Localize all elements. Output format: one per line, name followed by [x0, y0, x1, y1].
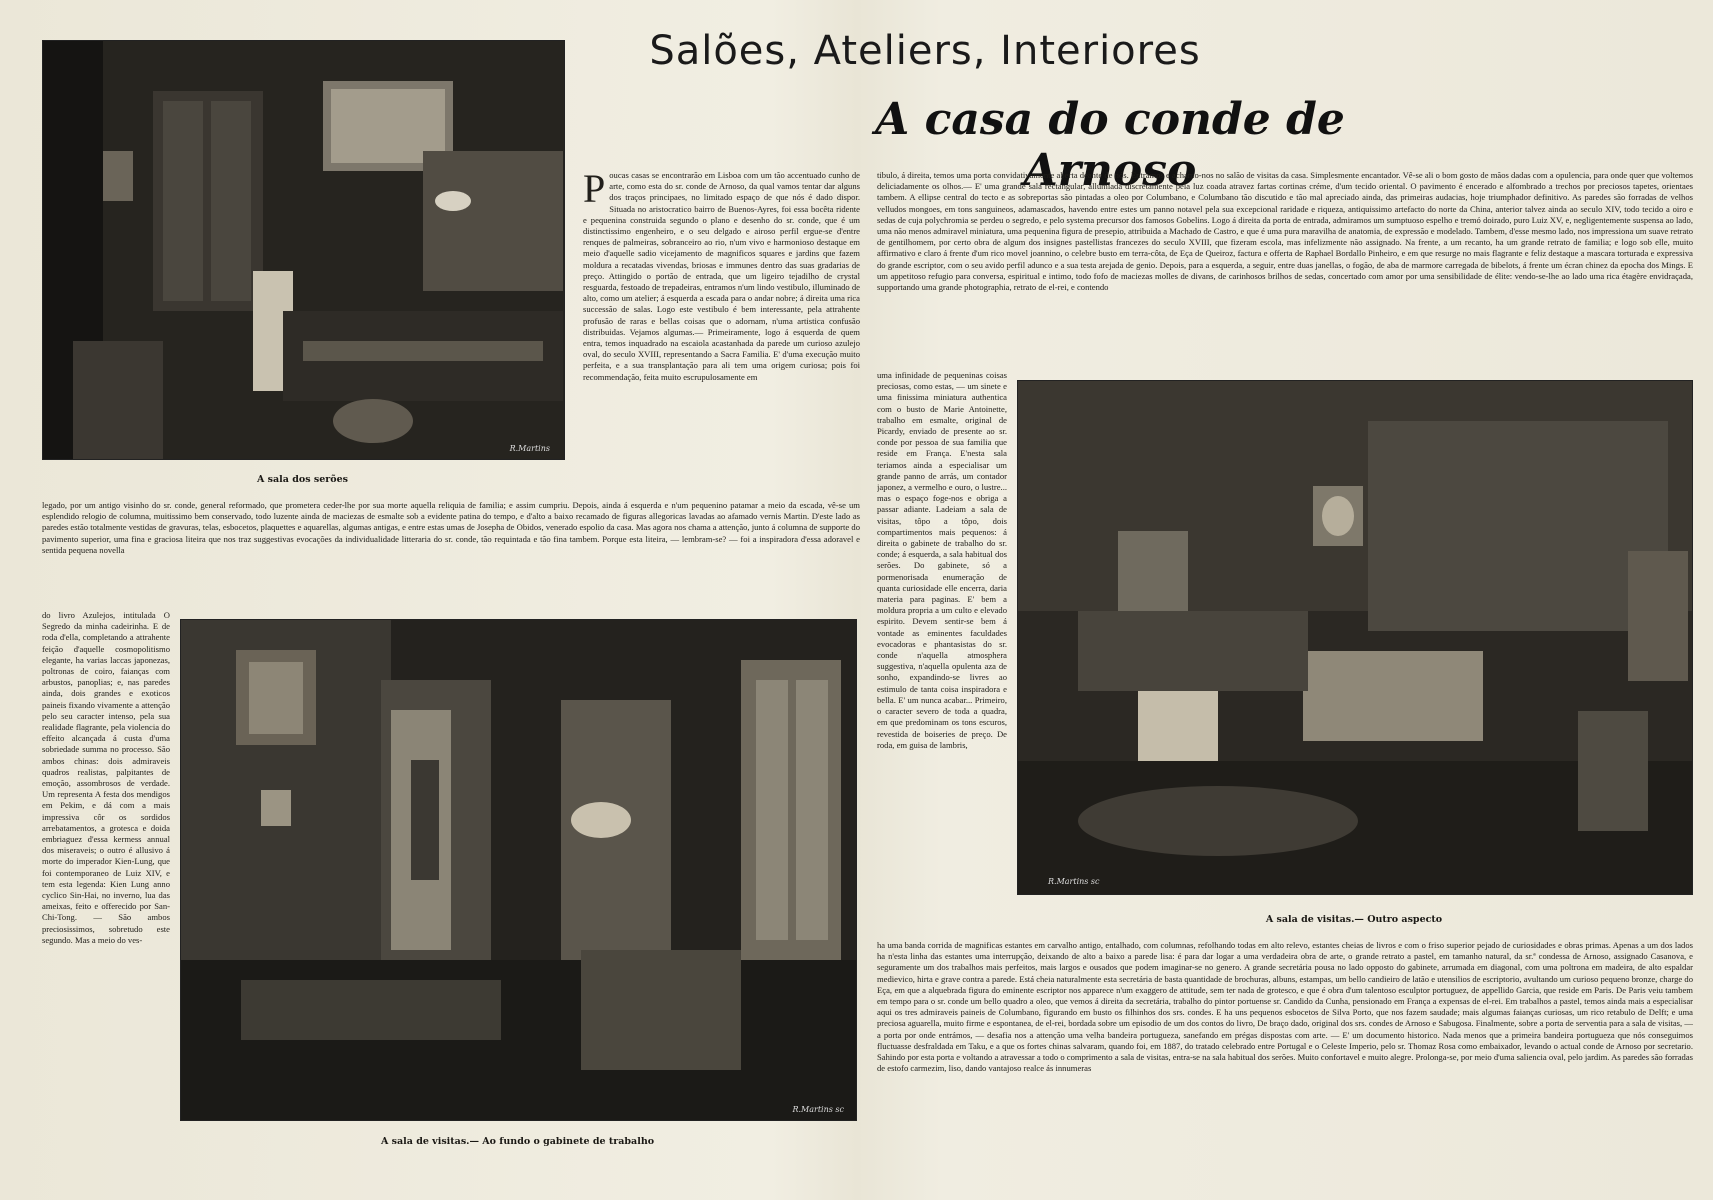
caption-sala-dos-seroes: A sala dos serões — [256, 474, 348, 485]
article-text: ha uma banda corrida de magnificas estantes em carvalho antigo, entalhado, com columnas, refolhando todas em alto relevo, estantes cheias de livros e com o friso superior pejado de curiosidades e obras primas. Apenas a um dos lados ha n'esta linha das estantes uma interrupção, deixando de alto a baixo a parede lisa: é para dar logar a uma verdadeira obra de arte, o grande retrato a pastel, em tamanho natural, da sr.ª condessa de Arnoso, assignado Casanova, e seguramente um dos trabalhos mais perfeitos, mais largos e ousados que podem imaginar-se no genero. A grande secretária pousa no lado opposto do gabinete, arrumada em diagonal, com uma poltrona em madeira, de alto espaldar medievico, hirta e grave contra a parede. Está cheia naturalmente esta secretária de basta quantidade de brochuras, albuns, estampas, um bello candieiro de latão e utensilios de escriptorio, avultando um curioso pequeno bronze, charge do Eça, em que a alquebrada figura do eminente escriptor nos apparece n'um exaggero de attitude, sem ter nada de grotesco, e que é obra d'um talentoso esculptor portuguez, de appellido Garcia, que reside em Paris. De Paris veiu tambem em tempo para o sr. conde um bello quadro a oleo, que vemos á direita da secretária, trabalho do pintor portuense sr. Candido da Cunha, pensionado em França a expensas de el-rei. Em trabalhos a pastel, temos ainda mais a especialisar aqui os tres admiraveis paineis de Columbano, figurando em busto os filhinhos dos srs. condes. E ha uns pequenos esbocetos de Silva Porto, que nos fazem saudade; mais algumas faianças curiosas, um rico retabulo de Delft; e uma preciosa aguarella, muito firme e espontanea, de el-rei, bordada sobre um episodio de um dos contos do livro, De braço dado, original dos srs. condes de Arnoso e Sabugosa. Finalmente, sobre a porta de serventia para a sala de visitas, — a porta por onde entrámos, — desafia nos a attenção uma velha bandeira portugueza, sanefando em prégas dispostas com arte. — E' um documento historico. Nada menos que a primeira bandeira portugueza que nós conseguimos fluctuasse desfraldada em Taku, e a que os fortes chinas salvaram, quando foi, em 1887, do tratado celebrado entre Portugal e o Celeste Imperio, pelo sr. Thomaz Rosa como embaixador, levando o actual conde de Arnoso por secretario. Sahindo por esta porta e voltando a atravessar a todo o comprimento a sala de visitas, entra-se na sala habitual dos serões. Muito confortavel e muito alegre. Prolonga-se, por meio d'uma saliencia oval, pelo jardim. As paredes são forradas de estofo carmezim, liso, dando vantajoso realce ás innumeras — [877, 940, 1693, 1074]
article-column-4 — [877, 170, 1693, 366]
photo-signature: R.Martins — [509, 444, 550, 453]
article-column-1 — [583, 170, 860, 498]
page-title: Salões, Ateliers, Interiores — [649, 28, 1201, 74]
article-text: uma infinidade de pequeninas coisas preciosas, como estas, — um sinete e uma finissima miniatura authentica com o busto de Marie Antoinette, trabalho em esmalte, original de Picardy, enviado de presente ao sr. conde por pessoa de sua familia que reside em França. E'nesta sala teriamos ainda a especialisar um grande panno de arrás, um contador japonez, a vermelho e ouro, o lustre... mas o espaço foge-nos e obriga a passar adiante. Ladeiam a sala de visitas, tôpo a tôpo, dois compartimentos mais pequenos: á direita o gabinete de trabalho do sr. conde; á esquerda, a sala habitual dos serões. Do gabinete, só a pormenorisada enumeração de quanta curiosidade elle encerra, daria materia para paginas. E' bem a moldura propria a um culto e elevado espirito. Devem sentir-se bem á vontade as eminentes faculdades evocadoras e phantasistas do sr. conde n'aquella atmosphera suggestiva, n'aquella opulenta aza de sonho, expandindo-se livres ao estimulo de tanta coisa inspiradora e bella. E' um nunca acabar... Primeiro, o caracter severo de toda a quadra, em que predominam os tons escuros, revestida de boiseries de preço. De roda, em guisa de lambris, — [877, 370, 1007, 750]
article-subtitle: A casa do conde de Arnoso — [875, 94, 1345, 196]
article-column-5 — [877, 370, 1007, 938]
caption-sala-de-visitas-gabinete: A sala de visitas.— Ao fundo o gabinete de trabalho — [380, 1136, 655, 1147]
article-text: tibulo, á direita, temos uma porta convidativamente aberta deante de nós. Entramos e achamo-nos no salão de visitas da casa. Simplesmente encantador. Vê-se ali o bom gosto de mãos dadas com a opulencia, para onde quer que voltemos deliciadamente os olhos.— E' uma grande sala rectangular, allumiada discretamente pela luz coada atravez fartas cortinas créme, d'um tecido oriental. O pavimento é encerado e alfombrado a trechos por preciosos tapetes, orientaes tambem. A ellipse central do tecto e as sobreportas são pintadas a oleo por Columbano, e Columbano tão discutido e tão mal apreciado ainda, das primeiras audacias, hoje triumphador definitivo. As paredes são forradas de velhos velludos mongoes, em tons sanguineos, adamascados, havendo entre estes um panno notavel pela sua excepcional raridade e riqueza, antiquissimo artefacto do norte da China, anterior talvez ainda ao seculo XIV, todo tecido a oiro e sedas de cuja polychromia se perdeu o segredo, e pelo systema precursor dos famosos Gobelins. Logo á direita da porta de entrada, admiramos um sumptuoso espelho e tremó doirado, puro Luiz XV, e, negligentemente suspensa ao lado, uma não menos admiravel miniatura, uma pequenina figura de presepio, attribuida a Machado de Castro, e que é uma pura maravilha de anatomia, de expressão e modelado. Tambem, d'esse mesmo lado, nos impressiona um suave retrato de gentilhomem, por certo obra de algum dos insignes pastellistas francezes do seculo XVIII, que fizeram escola, mas infelizmente não assignado. Na frente, a um recanto, ha um grande retrato de familia; e logo sob elle, muito affirmativo e claro á frente d'um rico movel joannino, o celebre busto em terra-côta, de Eça de Queiroz, factura e offerta de Raphael Bordallo Pinheiro, e em que resurge no mais flagrante e feliz destaque a mascara torturada e expressiva do grande escriptor, com o seu avido perfil adunco e a sua testa arejada de genio. Depois, para a esquerda, a seguir, entre duas janellas, o fogão, de aba de marmore carregada de bibelots, á frente um écran chinez da epocha dos Mings. E um appetitoso refugio para conversa, espiritual e intimo, todo fofo de maciezas molles de divans, de carinhosos brilhos de sedas, concertado com amor por uma sensibilidade de élite: vendo-se-lhe ao lado uma rica étagère envidraçada, supportando uma grande photographia, retrato de el-rei, e contendo — [877, 170, 1693, 293]
article-column-3 — [42, 610, 170, 1160]
photo-sala-de-visitas-gabinete — [180, 619, 857, 1121]
article-column-6 — [877, 940, 1693, 1186]
photo-signature: R.Martins sc — [792, 1105, 844, 1114]
article-text: do livro Azulejos, intitulada O Segredo da minha cadeirinha. E de roda d'ella, completando a attrahente feição d'aquelle cosmopolitismo elegante, ha varias laccas japonezas, poltronas de coiro, faianças com arbustos, panoplias; e, nas paredes ainda, dois grandes e exoticos paineis fixando vivamente a attenção pelo seu caracter intenso, pela sua realidade flagrante, pela violencia do effeito alcançada á custa d'uma sobriedade summa no processo. São ambos chinas: dois admiraveis quadros realistas, palpitantes de emoção, assombrosos de verdade. Um representa A festa dos mendigos em Pekim, e dá com a mais impressiva côr os sordidos arrebatamentos, a grotesca e doida embriaguez d'essa kermess annual dos miseraveis; o outro é allusivo á morte do imperador Kien-Lung, que foi contemporaneo de Luiz XIV, e tem esta legenda: Kien Lung anno cyclico Sin-Hai, no inverno, lua das ameixas, feito e offerecido por San-Chi-Tong. — São ambos preciosissimos, sobretudo este segundo. Mas a meio do ves- — [42, 610, 170, 945]
article-text: oucas casas se encontrarão em Lisboa com um tão accentuado cunho de arte, como esta do sr. conde de Arnoso, da qual vamos tentar dar alguns dos traços principaes, no limitado espaço de que nós é dado dispor. Situada no aristocratico bairro de Buenos-Ayres, foi essa bocêta ridente e pequenina construida segundo o plano e desenho do sr. conde, que é um distinctissimo engenheiro, e o seu delgado e airoso perfil ergue-se d'entre renques de palmeiras, sobranceiro ao rio, n'um vivo e harmonioso destaque em meio d'aquelle sadio vicejamento de magnificos squares e jardins que fazem moldura a recatadas vivendas, briosas e immunes dentro das suas gradarias de preço. Attingido o portão de entrada, que um ligeiro tejadilho de crystal resguarda, festoado de trepadeiras, entramos n'um lindo vestibulo, illuminado de alto, como um atelier; á esquerda a escada para o andar nobre; á direita uma rica successão de salas. Logo este vestibulo é bem interessante, pela attrahente profusão de raras e bellas coisas que o adornam, n'uma artistica confusão distribuidas. Vejamos algumas.— Primeiramente, logo á esquerda de quem entra, temos inquadrado na escaiola acastanhada da parede um curioso azulejo oval, do seculo XVIII, representando a Sacra Familia. E' d'uma execução muito perfeita, e a sua transplantação para ali tem uma origem curiosa; pois foi recommendação, feita muito escrupulosamente em — [583, 170, 860, 382]
caption-sala-de-visitas-outro-aspecto: A sala de visitas.— Outro aspecto — [1265, 914, 1443, 925]
photo-sala-de-visitas-outro-aspecto — [1017, 380, 1693, 895]
article-column-2 — [42, 500, 860, 608]
article-text: legado, por um antigo visinho do sr. conde, general reformado, que prometera ceder-lhe por sua morte aquella reliquia de familia; e assim cumpriu. Depois, ainda á esquerda e n'um pequenino patamar a meio da escada, vê-se um esplendido relogio de columna, muitissimo bem conservado, todo luzente ainda de maciezas de esmalte sob a evidente patina do tempo, e d'alto a baixo recamado de figuras allegoricas lavadas ao afamado vernis Martin. D'este lado as paredes estão totalmente vestidas de gravuras, telas, esbocetos, plaquettes e aquarellas, algumas antigas, e entre estas umas de Josepha de Obidos, venerado espolio da casa. Mas agora nos chama a attenção, junto á columna de supporte do pavimento superior, uma fina e graciosa liteira que nos traz suggestivas evocações da individualidade litteraria do sr. conde, tão requintada e tão fina tambem. Porque esta liteira, — lembram-se? — foi a inspiradora d'essa adoravel e sentida pequena novella — [42, 500, 860, 555]
photo-sala-dos-seroes — [42, 40, 565, 460]
article-dropcap: P — [583, 170, 606, 211]
photo-signature: R.Martins sc — [1048, 877, 1100, 886]
